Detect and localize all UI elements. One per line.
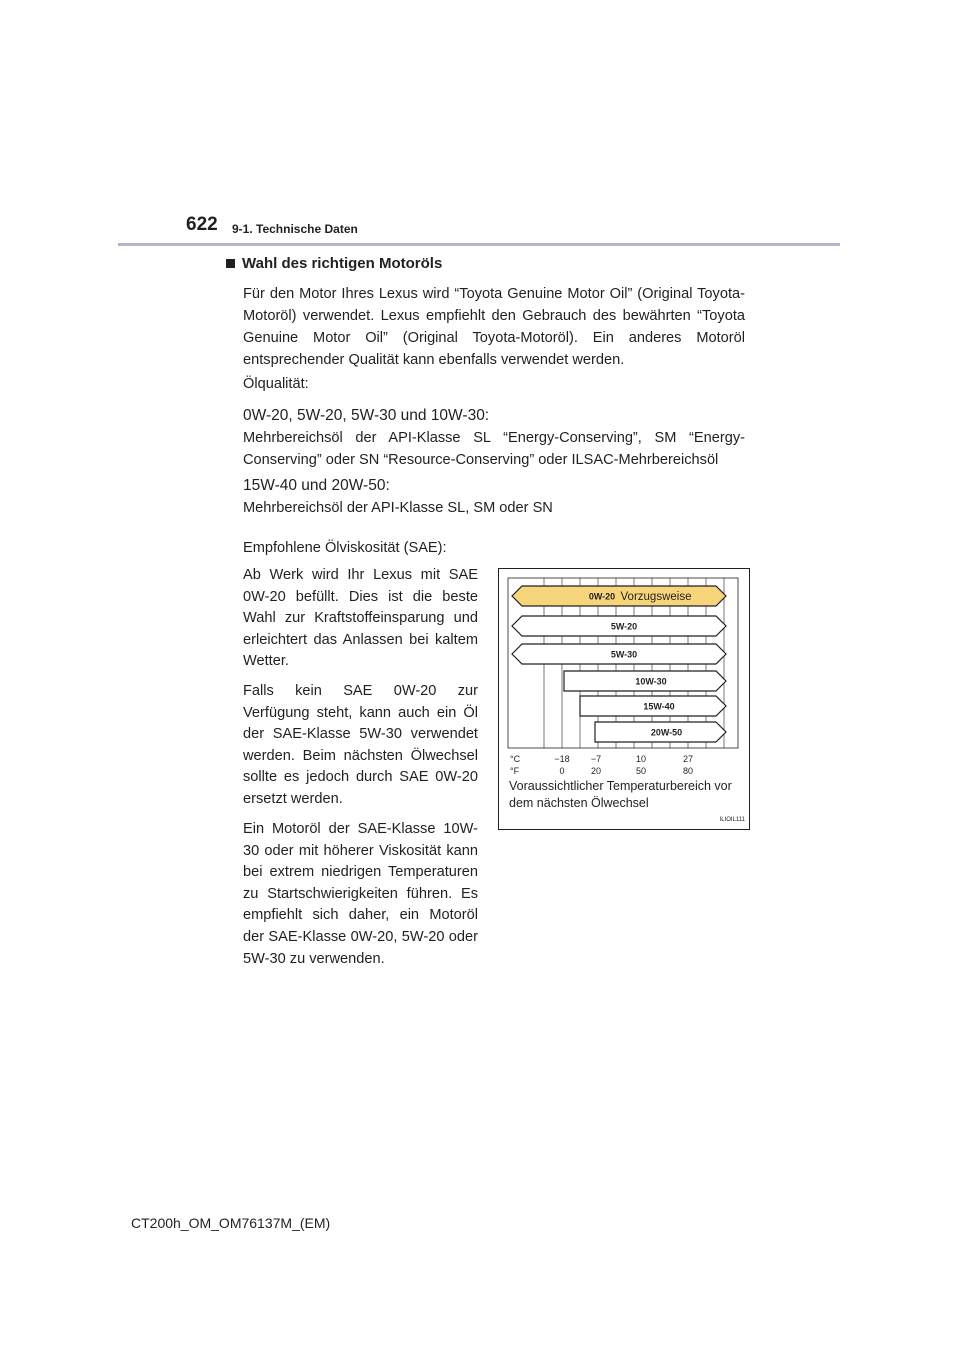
- quality-label: Ölqualität:: [243, 376, 309, 392]
- axis-celsius-unit: °C: [510, 754, 521, 764]
- band-20w-50-label: 20W-50: [650, 727, 683, 738]
- axis-celsius-tick: −18: [554, 754, 570, 764]
- viscosity-paragraph-2: Falls kein SAE 0W-20 zur Verfügung steht, kann auch ein Öl der SAE-Klasse 5W-30 verwendet werden. Beim nächsten Ölwechsel sollte es jedoch durch SAE 0W-20 ersetzt werden.: [243, 683, 478, 807]
- square-bullet-icon: [226, 259, 235, 268]
- axis-fahrenheit-tick: 0: [559, 766, 565, 776]
- axis-fahrenheit-tick: 50: [635, 766, 647, 776]
- quality-2-text: Mehrbereichsöl der API-Klasse SL, SM oder SN: [243, 500, 553, 516]
- viscosity-chart: [498, 568, 750, 830]
- header-rule: [118, 243, 840, 246]
- section-title: 9-1. Technische Daten: [232, 222, 358, 236]
- section-heading-text: Wahl des richtigen Motoröls: [242, 255, 443, 272]
- viscosity-paragraph-3: Ein Motoröl der SAE-Klasse 10W-30 oder mit höherer Viskosität kann bei extrem niedrigen Temperaturen zu Startschwierigkeiten führen. Es empfiehlt sich daher, ein Motoröl der SAE-Klasse 0W-20, 5W-20 oder 5W-30 zu verwenden.: [243, 821, 478, 967]
- quality-1-text: Mehrbereichsöl der API-Klasse SL “Energy-Conserving”, SM “Energy-Conserving” oder SN “Resource-Conserving” oder ILSAC-Mehrbereichsöl: [243, 430, 745, 468]
- axis-fahrenheit-unit: °F: [510, 766, 520, 776]
- page-number: 622: [186, 214, 218, 235]
- band-10w-30-label: 10W-30: [635, 676, 667, 687]
- band-15w-40-label: 15W-40: [643, 701, 675, 712]
- band-0w-20-label: 0W-20: [588, 591, 616, 602]
- band-0w-20-arrow: [512, 586, 726, 606]
- band-5w-30-label: 5W-30: [610, 649, 638, 660]
- band-5w-20-label: 5W-20: [610, 621, 638, 632]
- figure-code: ILIOIL111: [719, 817, 745, 823]
- axis-fahrenheit-tick: 80: [682, 766, 694, 776]
- axis-fahrenheit-tick: 20: [590, 766, 602, 776]
- quality-2-grades: 15W-40 und 20W-50:: [243, 477, 390, 494]
- intro-paragraph: Für den Motor Ihres Lexus wird “Toyota Genuine Motor Oil” (Original Toyota-Motoröl) verwendet. Lexus empfiehlt den Gebrauch des bewährten “Toyota Genuine Motor Oil” (Original Toyota-Motoröl). Ein anderes Motoröl entsprechender Qualität kann ebenfalls verwendet werden.: [243, 286, 745, 368]
- viscosity-paragraph-1: Ab Werk wird Ihr Lexus mit SAE 0W-20 befüllt. Dies ist die beste Wahl zur Kraftstoffeinsparung und erleichtert das Anlassen bei kaltem Wetter.: [243, 567, 478, 670]
- band-0w-20-note: Vorzugsweise: [620, 591, 692, 603]
- axis-celsius-tick: 27: [682, 754, 694, 764]
- viscosity-label: Empfohlene Ölviskosität (SAE):: [243, 540, 447, 556]
- section-heading: [226, 255, 442, 272]
- axis-celsius-tick: −7: [590, 754, 602, 764]
- chart-caption: Voraussichtlicher Temperaturbereich vor dem nächsten Ölwechsel: [509, 779, 732, 810]
- quality-1-grades: 0W-20, 5W-20, 5W-30 und 10W-30:: [243, 407, 490, 424]
- footer-document-code: CT200h_OM_OM76137M_(EM): [131, 1215, 331, 1231]
- axis-celsius-tick: 10: [635, 754, 647, 764]
